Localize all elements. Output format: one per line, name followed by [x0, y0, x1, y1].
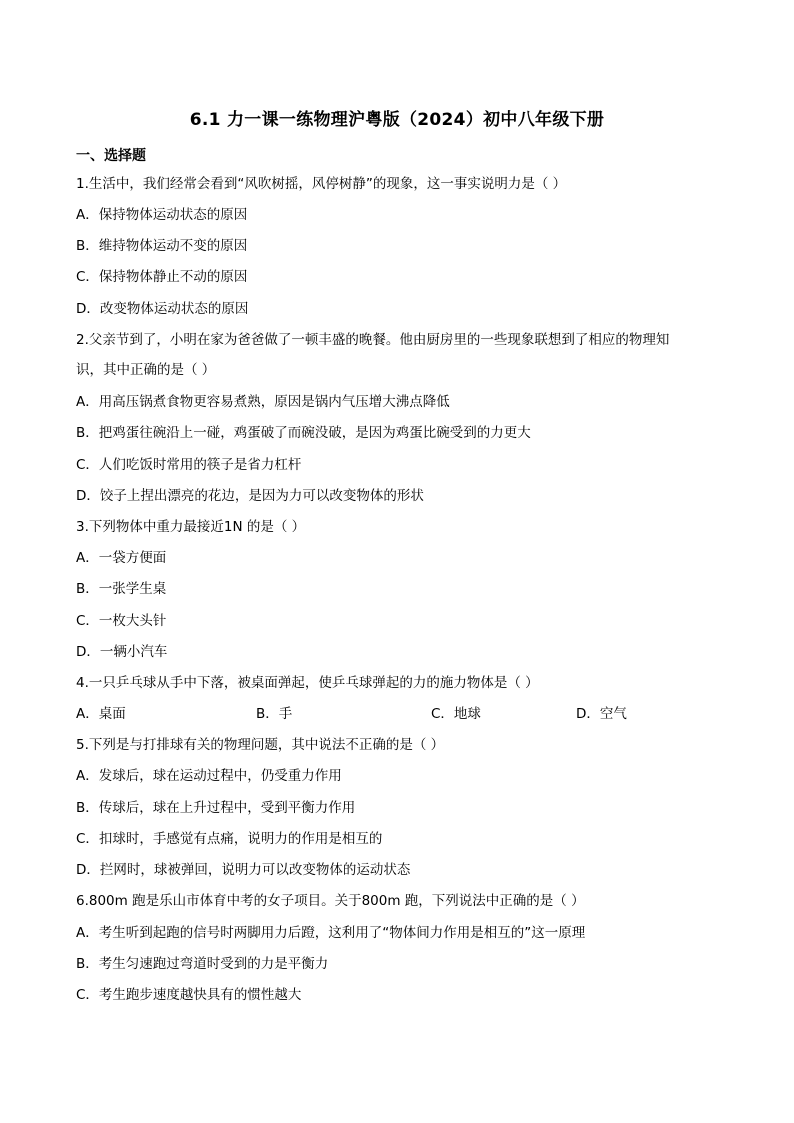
answer-option: D．改变物体运动状态的原因: [76, 301, 249, 317]
answer-option: B．传球后，球在上升过程中，受到平衡力作用: [76, 800, 356, 816]
answer-option: B．手: [256, 706, 293, 722]
answer-option: A．一袋方便面: [76, 550, 167, 566]
question-stem: 5.下列是与打排球有关的物理问题，其中说法不正确的是（ ）: [76, 737, 445, 753]
answer-option: D．饺子上捏出漂亮的花边，是因为力可以改变物体的形状: [76, 488, 424, 504]
question-stem: 6.800m 跑是乐山市体育中考的女子项目。关于800m 跑，下列说法中正确的是（ ）: [76, 893, 585, 909]
answer-option: C．一枚大头针: [76, 613, 167, 629]
answer-option: A．桌面: [76, 706, 126, 722]
answer-option: D．空气: [576, 706, 627, 722]
question-stem: 2.父亲节到了，小明在家为爸爸做了一顿丰盛的晚餐。他由厨房里的一些现象联想到了相应的物理知: [76, 332, 670, 348]
answer-options-row: [76, 705, 676, 723]
answer-option: C．扣球时，手感觉有点痛，说明力的作用是相互的: [76, 831, 383, 847]
answer-option: C．保持物体静止不动的原因: [76, 269, 248, 285]
section-heading: 一、选择题: [76, 148, 146, 164]
document-title: 6.1 力一课一练物理沪粤版（2024）初中八年级下册: [189, 110, 605, 130]
question-stem: 1.生活中，我们经常会看到“风吹树摇，风停树静”的现象，这一事实说明力是（ ）: [76, 176, 567, 192]
answer-option: A．保持物体运动状态的原因: [76, 207, 248, 223]
answer-option: B．把鸡蛋往碗沿上一碰，鸡蛋破了而碗没破，是因为鸡蛋比碗受到的力更大: [76, 425, 531, 441]
question-stem: 4.一只乒乓球从手中下落，被桌面弹起，使乒乓球弹起的力的施力物体是（ ）: [76, 675, 539, 691]
answer-option: C．考生跑步速度越快具有的惯性越大: [76, 987, 302, 1003]
answer-option: C．地球: [431, 706, 481, 722]
answer-option: B．维持物体运动不变的原因: [76, 238, 248, 254]
question-stem: 3.下列物体中重力最接近1N 的是（ ）: [76, 519, 306, 535]
answer-option: D．一辆小汽车: [76, 644, 168, 660]
question-stem-continuation: 识，其中正确的是（ ）: [76, 362, 216, 378]
answer-option: B．一张学生桌: [76, 581, 167, 597]
answer-option: A．发球后，球在运动过程中，仍受重力作用: [76, 768, 342, 784]
answer-option: A．用高压锅煮食物更容易煮熟，原因是锅内气压增大沸点降低: [76, 394, 450, 410]
answer-option: C．人们吃饭时常用的筷子是省力杠杆: [76, 457, 302, 473]
answer-option: B．考生匀速跑过弯道时受到的力是平衡力: [76, 956, 329, 972]
answer-option: A．考生听到起跑的信号时两脚用力后蹬，这利用了“物体间力作用是相互的”这一原理: [76, 925, 586, 941]
answer-option: D．拦网时，球被弹回，说明力可以改变物体的运动状态: [76, 862, 411, 878]
